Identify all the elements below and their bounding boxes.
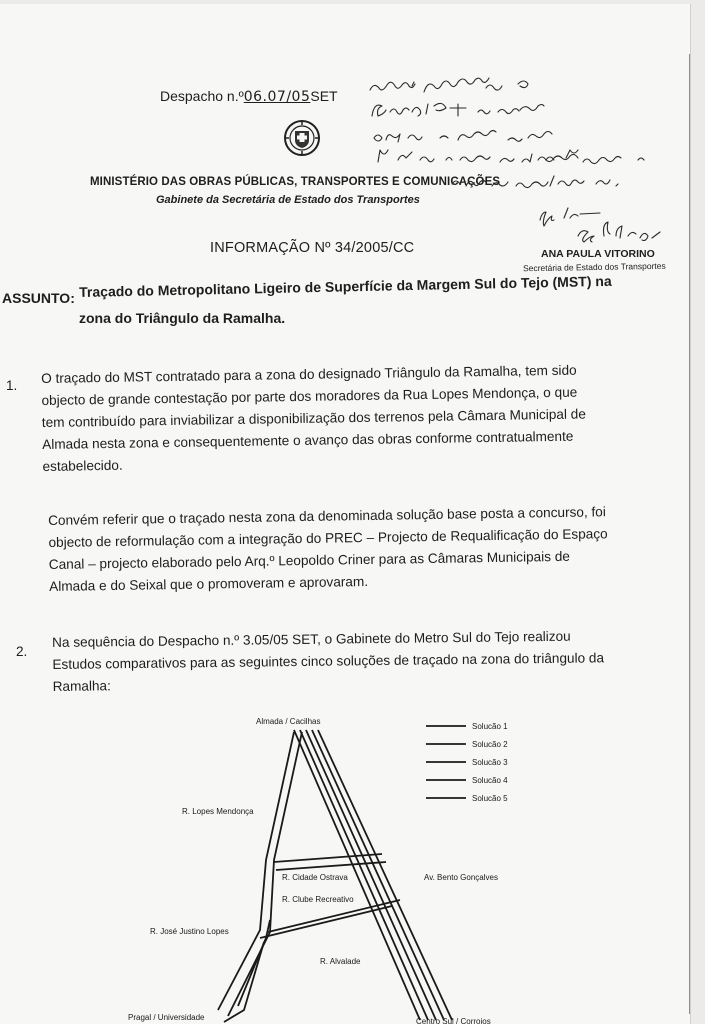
paragraph-2 xyxy=(52,625,604,698)
signatory-role: Secretária de Estado dos Transportes xyxy=(522,260,666,274)
paragraph-line: Convém referir que o traçado nesta zona da denominada solução base posta a concurso, foi xyxy=(48,504,606,528)
page-edge-shadow xyxy=(689,54,690,1014)
document-page xyxy=(0,4,690,1024)
legend-label: Solucão 5 xyxy=(472,794,508,803)
paragraph-line: Almada e do Seixal que o promoveram e aprovaram. xyxy=(49,573,369,594)
subject-line-1: Traçado do Metropolitano Ligeiro de Superfície da Margem Sul do Tejo (MST) na xyxy=(79,272,612,300)
despacho-line xyxy=(160,88,338,105)
information-number: INFORMAÇÃO Nº 34/2005/CC xyxy=(210,240,415,256)
legend-label: Solucão 1 xyxy=(472,722,508,731)
signatory-name: ANA PAULA VITORINO xyxy=(541,248,655,260)
label-alvalade: R. Alvalade xyxy=(320,957,361,966)
handwritten-approval-note xyxy=(368,68,678,268)
despacho-suffix: SET xyxy=(310,88,338,104)
legend-label: Solucão 2 xyxy=(472,740,508,749)
paragraph-line: Almada nesta zona e consequentemente o avanço das obras conforme contratualmente xyxy=(42,428,574,452)
route-clube-recreativo-lines xyxy=(224,900,400,1022)
paragraph-line: objecto de grande contestação por parte dos moradores da Rua Lopes Mendonça, o que xyxy=(41,384,578,408)
portuguese-coat-of-arms-icon xyxy=(283,119,321,157)
paragraph-line: tem contribuído para inviabilizar a disponibilização dos terrenos pela Câmara Municipal de xyxy=(41,406,586,430)
cabinet-subtitle: Gabinete da Secretária de Estado dos Transportes xyxy=(156,194,420,206)
label-pragal-universidade: Pragal / Universidade xyxy=(128,1013,205,1022)
paragraph-number: 2. xyxy=(16,644,28,659)
paragraph-line: estabelecido. xyxy=(42,457,123,474)
label-jose-justino-lopes: R. José Justino Lopes xyxy=(150,927,229,936)
paragraph-line: Canal – projecto elaborado pelo Arq.º Leopoldo Criner para as Câmaras Municipais de xyxy=(48,548,570,572)
label-bento-goncalves: Av. Bento Gonçalves xyxy=(424,873,498,882)
paragraph-number: 1. xyxy=(6,378,18,393)
legend-label: Solucão 3 xyxy=(472,758,508,767)
label-cidade-ostrava: R. Cidade Ostrava xyxy=(282,873,348,882)
subject-label: ASSUNTO: xyxy=(2,290,75,306)
route-options-diagram xyxy=(120,710,540,1024)
despacho-number: 06.07/05 xyxy=(243,89,311,105)
despacho-prefix: Despacho n.º xyxy=(160,88,244,104)
legend-label: Solucão 4 xyxy=(472,776,508,785)
paragraph-line: O traçado do MST contratado para a zona do designado Triângulo da Ramalha, tem sido xyxy=(41,362,577,386)
paragraph-line: Estudos comparativos para as seguintes cinco soluções de traçado na zona do triângulo da xyxy=(52,650,605,672)
diagram-legend xyxy=(426,722,508,803)
ministry-title: MINISTÉRIO DAS OBRAS PÚBLICAS, TRANSPORTES E COMUNICAÇÕES xyxy=(90,176,501,188)
paragraph-1 xyxy=(41,359,587,478)
label-lopes-mendonca: R. Lopes Mendonça xyxy=(182,807,254,816)
paragraph-1b xyxy=(48,501,609,598)
paragraph-line: objecto de reformulação com a integração do PREC – Projecto de Requalificação do Espaço xyxy=(48,526,608,550)
label-centro-sul-corroios: Centro Sul / Corroios xyxy=(416,1017,491,1024)
label-almada-cacilhas: Almada / Cacilhas xyxy=(256,717,321,726)
paragraph-line: Ramalha: xyxy=(52,678,111,694)
paragraph-line: Na sequência do Despacho n.º 3.05/05 SET, o Gabinete do Metro Sul do Tejo realizou xyxy=(52,628,571,650)
subject-line-2: zona do Triângulo da Ramalha. xyxy=(79,310,286,326)
label-clube-recreativo: R. Clube Recreativo xyxy=(282,895,354,904)
